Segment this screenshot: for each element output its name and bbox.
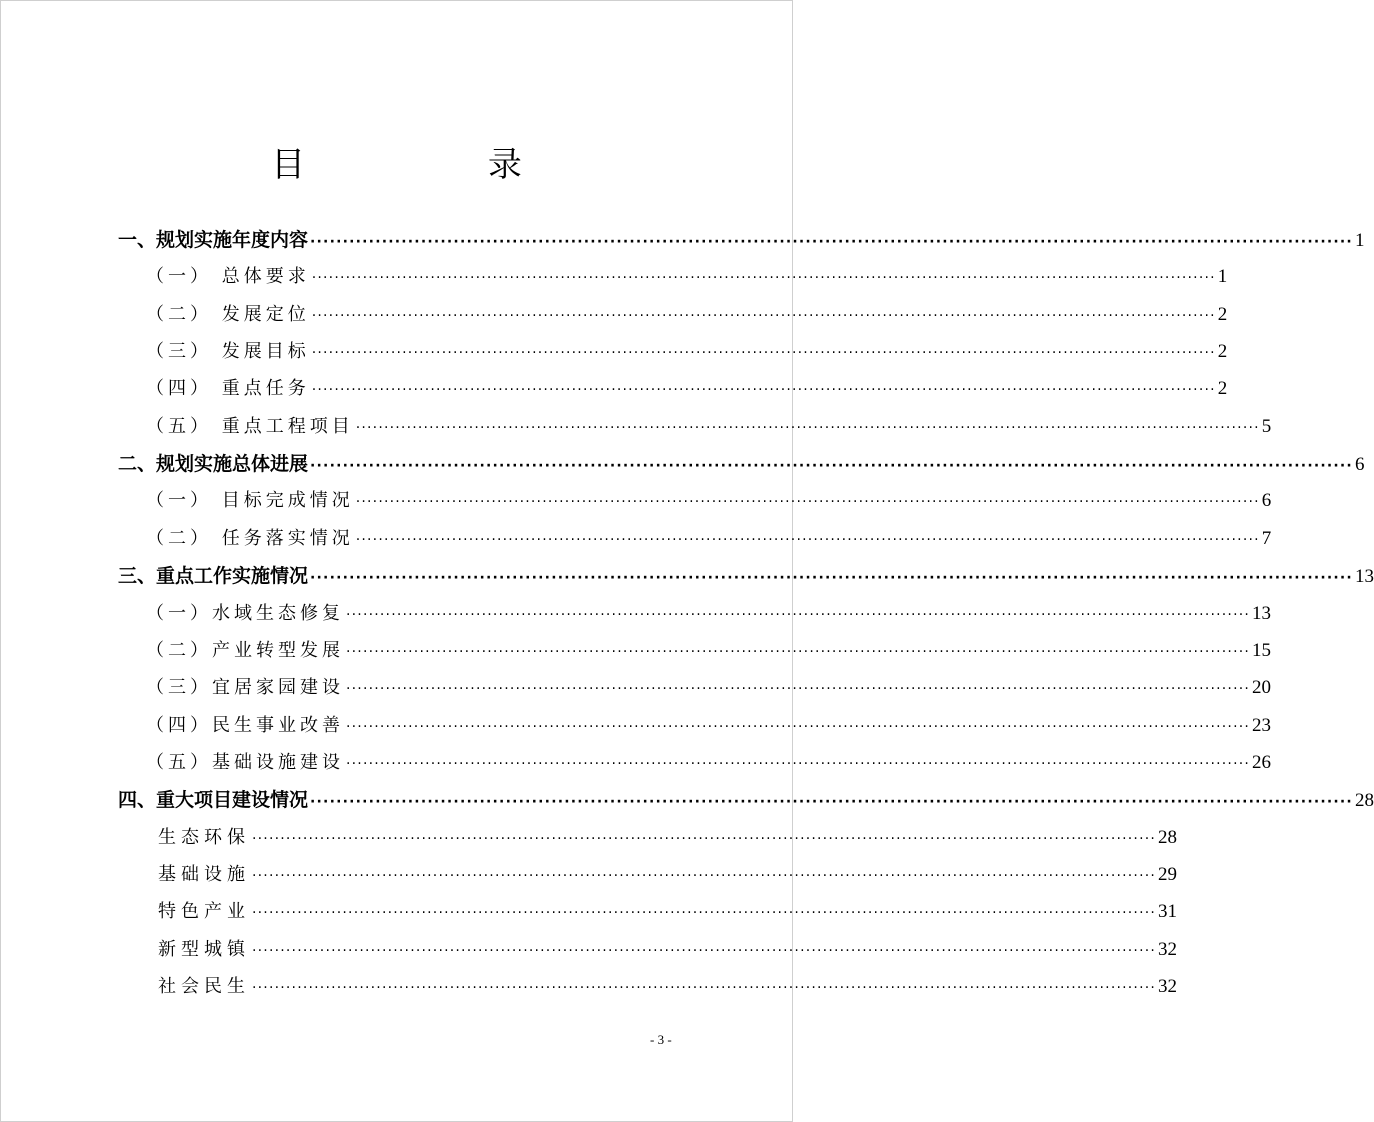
toc-entry-label: （二） 发展定位 [146,303,310,325]
dot-leader: ································································································································································ [252,980,1157,996]
toc-entry[interactable] [146,486,1272,516]
toc-entry[interactable] [158,935,1178,965]
toc-entry-label: 一、规划实施年度内容 [118,229,309,251]
toc-entry-label: 二、规划实施总体进展 [118,453,309,476]
toc-entry-page: 26 [1252,751,1272,773]
dot-leader: ································································································································································ [252,867,1157,884]
toc-entry-page: 13 [1252,602,1272,624]
dot-leader: ································································································································································ [310,234,1353,250]
toc-entry[interactable] [146,337,1228,367]
toc-entry-page: 5 [1261,415,1272,437]
toc-entry[interactable] [146,412,1272,442]
dot-leader: ································································································································································ [355,531,1260,548]
dot-leader: ································································································································································ [252,942,1157,959]
dot-leader: ································································································································································ [311,270,1216,287]
dot-leader: ································································································································································ [355,494,1260,511]
toc-entry[interactable] [146,262,1228,292]
dot-leader: ································································································································································ [311,382,1216,399]
toc-entry-page: 28 [1158,826,1178,848]
toc-entry-label: （五）基础设施建设 [146,751,344,773]
toc-entry-page: 20 [1252,677,1272,699]
toc-entry-label: 生态环保 [158,826,250,848]
toc-entry-label: （二） 任务落实情况 [146,527,354,549]
toc-entry-page: 2 [1217,303,1228,325]
toc-entry-label: （一） 目标完成情况 [146,490,354,512]
dot-leader: ································································································································································ [346,718,1251,735]
toc-entry-label: 基础设施 [158,863,250,885]
toc-entry[interactable] [118,449,1365,479]
dot-leader: ································································································································································ [346,606,1251,623]
toc-entry[interactable] [146,374,1228,404]
toc-entry[interactable] [158,972,1178,1002]
toc-entry[interactable] [146,673,1272,703]
toc-entry[interactable] [146,300,1228,330]
toc-entry-page: 28 [1354,790,1374,812]
toc-entry-page: 13 [1354,566,1374,588]
dot-leader: ································································································································································ [346,643,1251,660]
toc-entry[interactable] [118,785,1374,815]
toc-entry-label: 三、重点工作实施情况 [118,565,309,588]
page-title: 目 录 [271,145,608,185]
toc-entry[interactable] [118,225,1365,255]
toc-entry-page: 1 [1354,230,1365,251]
dot-leader: ································································································································································ [346,755,1251,772]
toc-entry-page: 6 [1354,454,1365,476]
toc-entry-page: 2 [1217,341,1228,363]
toc-entry-page: 1 [1217,266,1228,288]
toc-entry-page: 2 [1217,378,1228,400]
toc-entry[interactable] [158,860,1178,890]
toc-entry-label: 四、重大项目建设情况 [118,789,309,812]
toc-entry[interactable] [158,897,1178,927]
toc-entry[interactable] [146,599,1272,629]
toc-entry-page: 6 [1261,490,1272,512]
dot-leader: ································································································································································ [346,681,1251,698]
toc-entry-label: （二）产业转型发展 [146,639,344,661]
dot-leader: ································································································································································ [310,458,1353,475]
toc-entry[interactable] [146,711,1272,741]
page-number: - 3 - [650,1032,672,1047]
dot-leader: ································································································································································ [355,419,1260,436]
toc-entry-label: （一）水域生态修复 [146,602,344,624]
toc-entry[interactable] [158,823,1178,853]
toc-entry-label: （三）宜居家园建设 [146,677,344,699]
toc-entry-page: 23 [1252,714,1272,736]
toc-entry-page: 15 [1252,639,1272,661]
toc-entry-page: 32 [1158,938,1178,960]
toc-entry[interactable] [118,561,1374,591]
toc-entry-page: 32 [1158,976,1178,997]
dot-leader: ································································································································································ [311,307,1216,324]
dot-leader: ································································································································································ [252,830,1157,847]
dot-leader: ································································································································································ [310,570,1353,587]
toc-entry-label: 社会民生 [158,976,250,997]
toc-entry-label: （四） 重点任务 [146,378,310,400]
toc-entry[interactable] [146,748,1272,778]
toc-entry-page: 7 [1261,527,1272,549]
toc-entry-label: 特色产业 [158,901,250,923]
toc-entry-label: （三） 发展目标 [146,341,310,363]
toc-entry-page: 31 [1158,901,1178,923]
toc-entry-label: 新型城镇 [158,938,250,960]
dot-leader: ································································································································································ [310,794,1353,811]
toc-entry-page: 29 [1158,863,1178,885]
toc-entry-label: （一） 总体要求 [146,266,310,288]
dot-leader: ································································································································································ [311,345,1216,362]
toc-entry-label: （四）民生事业改善 [146,714,344,736]
dot-leader: ································································································································································ [252,905,1157,922]
toc-entry[interactable] [146,524,1272,554]
toc-entry[interactable] [146,636,1272,666]
toc-entry-label: （五） 重点工程项目 [146,415,354,437]
